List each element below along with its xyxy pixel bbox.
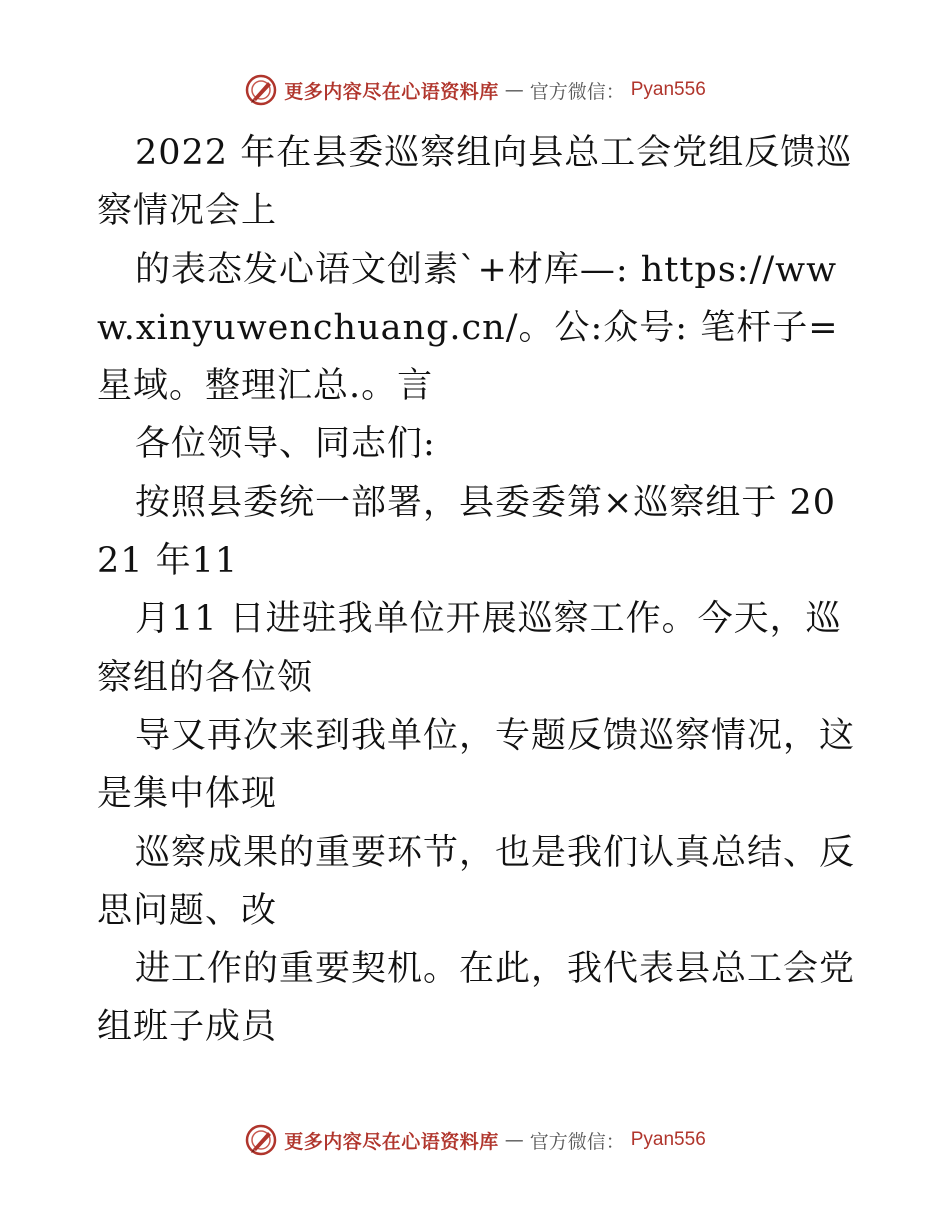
document-paragraph: 月11 日进驻我单位开展巡察工作。今天，巡察组的各位领	[97, 599, 842, 698]
banner-wechat-label: 官方微信：	[529, 1130, 625, 1153]
document-body	[97, 124, 857, 1057]
document-paragraph: 巡察成果的重要环节，也是我们认真总结、反思问题、改	[97, 832, 856, 931]
pen-circle-logo-icon	[244, 73, 278, 107]
document-paragraph: 进工作的重要契机。在此，我代表县总工会党组班子成员	[97, 949, 856, 1048]
banner-site-name: 更多内容尽在心语资料库	[284, 1130, 499, 1153]
footer-banner	[0, 1120, 950, 1160]
banner-site-name: 更多内容尽在心语资料库	[284, 80, 499, 103]
banner-dash: —	[504, 79, 524, 101]
banner-dash: —	[504, 1129, 524, 1151]
document-title: 2022 年在县委巡察组向县总工会党组反馈巡察情况会上	[97, 133, 853, 232]
document-paragraph: 的表态发心语文创素`+材库—: https://www.xinyuwenchuang.cn/。公:众号: 笔杆子=星域。整理汇总.。言	[97, 249, 839, 407]
banner-wechat-label: 官方微信：	[529, 80, 625, 103]
banner-wechat-id: Pyan556	[630, 79, 706, 100]
document-paragraph: 按照县委统一部署，县委委第×巡察组于 2021 年11	[97, 482, 836, 582]
header-banner	[0, 70, 950, 110]
pen-circle-logo-icon	[244, 1123, 278, 1157]
banner-wechat-id: Pyan556	[630, 1129, 706, 1150]
document-salutation: 各位领导、同志们:	[135, 424, 436, 465]
document-paragraph: 导又再次来到我单位，专题反馈巡察情况，这是集中体现	[97, 715, 856, 815]
